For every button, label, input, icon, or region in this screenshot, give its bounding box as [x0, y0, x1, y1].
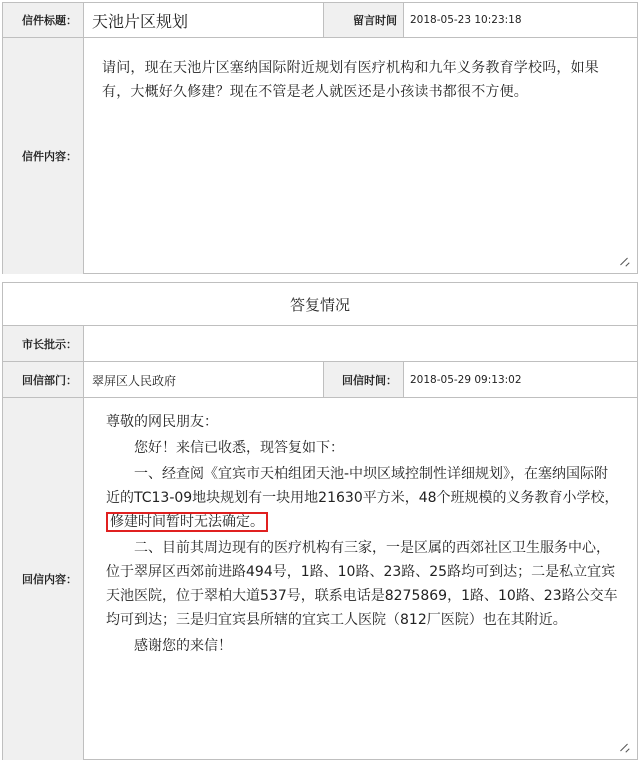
- dept-value: 翠屏区人民政府: [83, 362, 323, 398]
- reply-content-label: 回信内容：: [3, 398, 83, 760]
- mayor-row: [3, 325, 637, 362]
- mayor-label: 市长批示：: [3, 326, 83, 362]
- dept-label: 回信部门：: [3, 362, 83, 398]
- reply-table: [2, 282, 638, 760]
- title-value: 天池片区规划: [83, 3, 323, 37]
- content-row: [3, 37, 637, 274]
- reply-time-value: 2018-05-29 09:13:02: [403, 362, 637, 398]
- reply-para2: [106, 462, 619, 534]
- time-value: 2018-05-23 10:23:18: [403, 3, 637, 37]
- title-row: [3, 3, 637, 37]
- time-label: 留言时间: [323, 3, 403, 37]
- title-label: 信件标题：: [3, 3, 83, 37]
- mayor-value: [83, 326, 637, 362]
- reply-para2-text: 一、经查阅《宜宾市天柏组团天池-中坝区域控制性详细规划》，在塞纳国际附近的TC13-09地块规划有一块用地21630平方米，48个班规模的义务教育小学校，: [106, 466, 619, 506]
- letter-content-box[interactable]: [83, 38, 637, 274]
- reply-para1: 您好！来信已收悉，现答复如下：: [134, 440, 344, 456]
- highlight-box: 修建时间暂时无法确定。: [106, 512, 268, 532]
- letter-content-text: 请问，现在天池片区塞纳国际附近规划有医疗机构和九年义务教育学校吗，如果有，大概好久修建？现在不管是老人就医还是小孩读书都很不方便。: [102, 60, 599, 100]
- reply-para3: 二、目前其周边现有的医疗机构有三家，一是区属的西郊社区卫生服务中心，位于翠屏区西郊前进路494号，1路、10路、23路、25路均可到达；二是私立宜宾天池医院，位于翠柏大道537号，联系电话是8275869，1路、10路、23路公交车均可到达；三是归宜宾县所辖的宜宾工人医院（812厂医院）也在其附近。: [106, 540, 618, 628]
- reply-time-label: 回信时间：: [323, 362, 403, 398]
- reply-closing: 感谢您的来信！: [134, 638, 232, 654]
- reply-resize-handle-icon[interactable]: [619, 742, 629, 752]
- reply-section-title: 答复情况: [289, 295, 350, 314]
- dept-row: [3, 361, 637, 398]
- reply-content-box[interactable]: [83, 398, 637, 760]
- resize-handle-icon[interactable]: [619, 256, 629, 266]
- reply-greeting: 尊敬的网民朋友：: [106, 414, 218, 430]
- reply-header-row: [3, 283, 637, 325]
- content-label: 信件内容：: [3, 38, 83, 274]
- letter-table: [2, 2, 638, 274]
- reply-content-row: [3, 397, 637, 760]
